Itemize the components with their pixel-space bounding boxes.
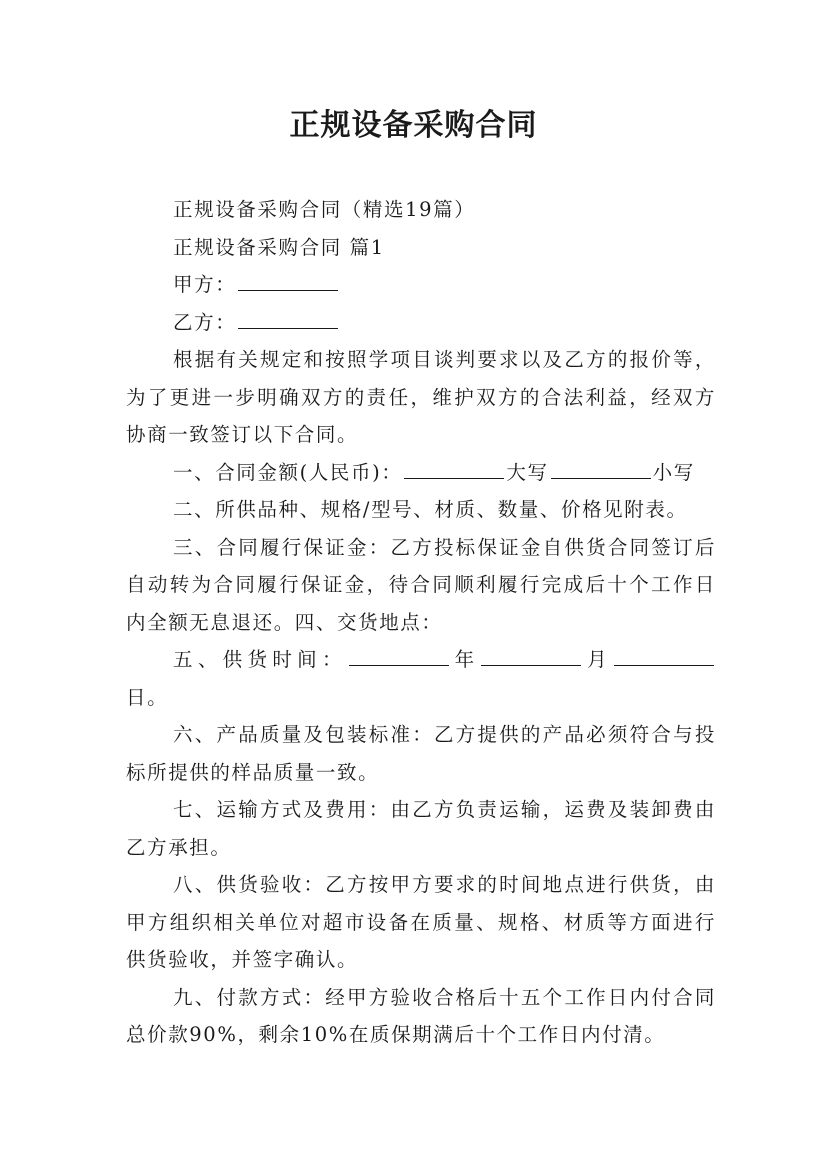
- clause-3: 三、合同履行保证金：乙方投标保证金自供货合同签订后自动转为合同履行保证金，待合同顺利履行完成后十个工作日内全额无息退还。四、交货地点：: [126, 535, 716, 634]
- party-b-blank: [238, 304, 338, 329]
- subtitle-line: 正规设备采购合同（精选19篇）: [173, 198, 476, 221]
- clause-2: 二、所供品种、规格/型号、材质、数量、价格见附表。: [173, 498, 688, 521]
- party-b-label: 乙方：: [173, 310, 237, 334]
- day-blank: [614, 641, 714, 666]
- clause-1-mid: 大写: [506, 460, 549, 484]
- clause-1: [126, 454, 716, 492]
- clause-5-month: 月: [583, 648, 612, 671]
- clause-5: [126, 641, 716, 716]
- year-blank: [349, 641, 449, 666]
- party-b-line: [126, 304, 716, 342]
- amount-blank-1: [404, 454, 504, 479]
- month-blank: [481, 641, 581, 666]
- clause-5-prefix: 五、供货时间：: [173, 648, 347, 671]
- clause-5-day: 日。: [126, 685, 169, 709]
- document-body: [126, 191, 716, 1054]
- document-title: 正规设备采购合同: [289, 108, 538, 143]
- intro-paragraph: 根据有关规定和按照学项目谈判要求以及乙方的报价等，为了更进一步明确双方的责任，维护双方的合法利益，经双方协商一致签订以下合同。: [126, 348, 716, 446]
- clause-5-year: 年: [450, 648, 480, 671]
- party-a-line: [126, 266, 716, 304]
- party-a-blank: [238, 266, 338, 291]
- clause-6: 六、产品质量及包装标准：乙方提供的产品必须符合与投标所提供的样品质量一致。: [126, 723, 716, 784]
- party-a-label: 甲方：: [173, 273, 237, 296]
- clause-8: 八、供货验收：乙方按甲方要求的时间地点进行供货，由甲方组织相关单位对超市设备在质量、规格、材质等方面进行供货验收，并签字确认。: [126, 873, 716, 971]
- clause-1-prefix: 一、合同金额(人民币)：: [173, 460, 403, 484]
- clause-1-suffix: 小写: [652, 460, 695, 484]
- clause-7: 七、运输方式及费用：由乙方负责运输，运费及装卸费由乙方承担。: [126, 798, 716, 859]
- amount-blank-2: [551, 454, 651, 479]
- chapter-heading: 正规设备采购合同 篇1: [173, 235, 385, 259]
- clause-9: 九、付款方式：经甲方验收合格后十五个工作日内付合同总价款90%，剩余10%在质保期满后十个工作日内付清。: [126, 985, 716, 1046]
